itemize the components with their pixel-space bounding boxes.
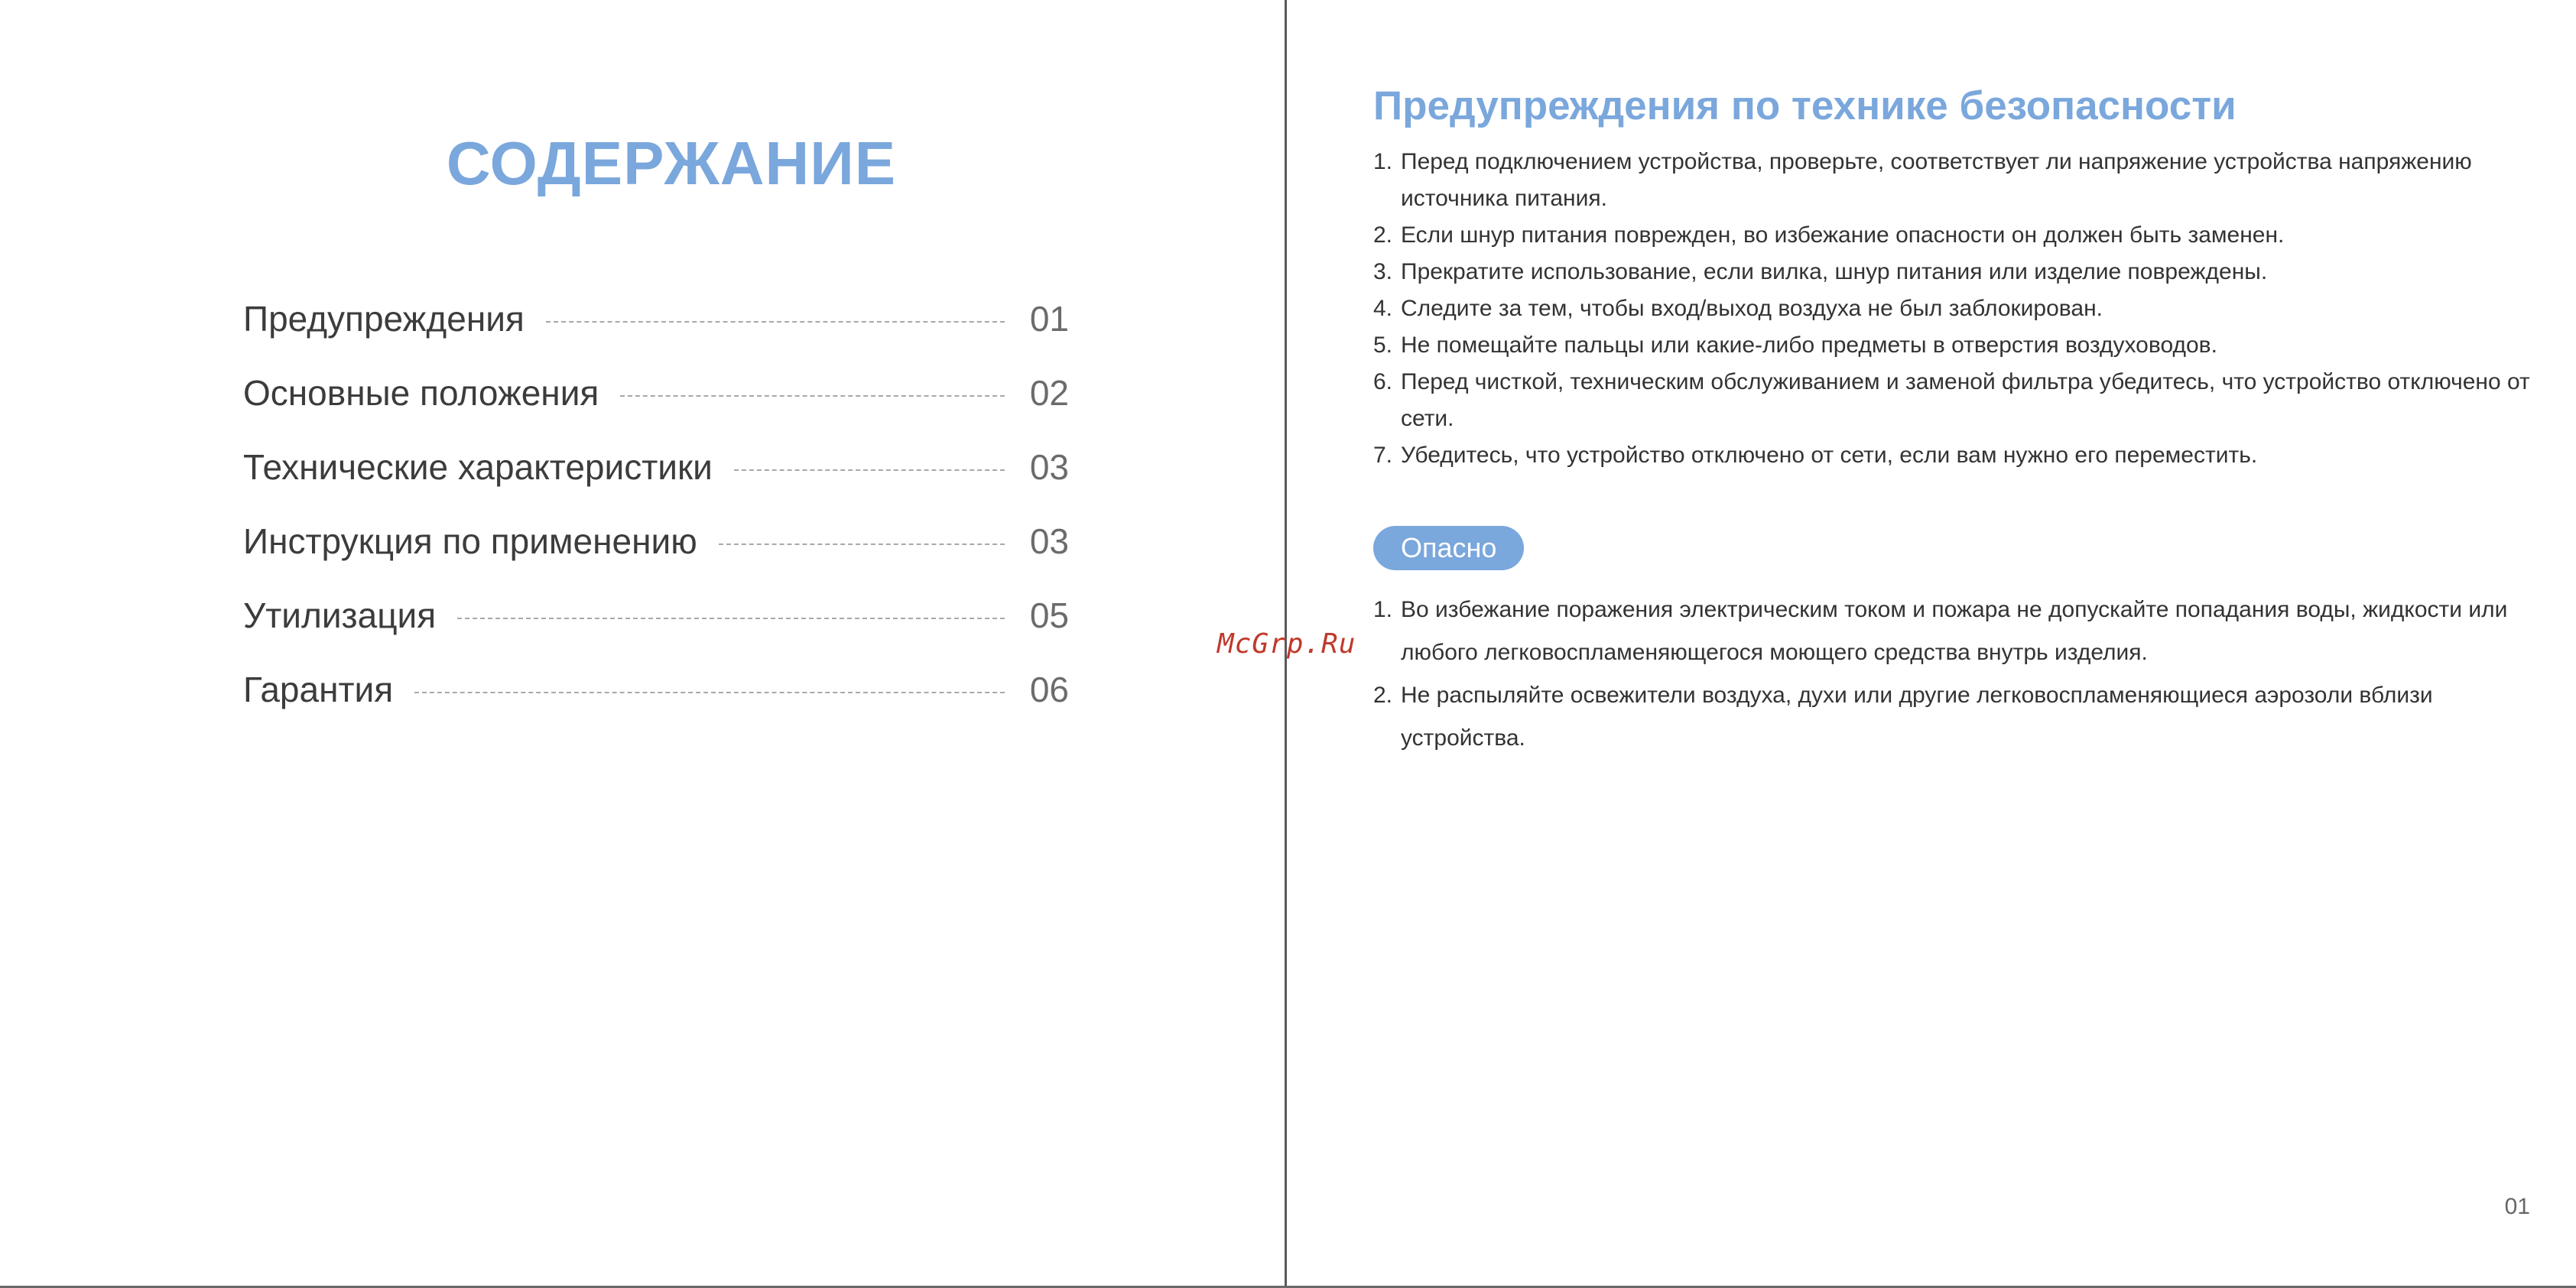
list-item-number: 7. — [1373, 443, 1393, 468]
toc-item-label: Основные положения — [243, 372, 599, 413]
list-item-number: 4. — [1373, 296, 1393, 321]
toc-item-label: Утилизация — [243, 595, 437, 635]
list-item — [1373, 589, 2535, 674]
list-item-number: 5. — [1373, 333, 1393, 358]
list-item — [1373, 254, 2535, 290]
toc-dotted-leader — [719, 543, 1005, 545]
list-item — [1373, 290, 2535, 327]
toc-dotted-leader — [457, 618, 1005, 619]
toc-item-disposal[interactable] — [243, 578, 1069, 652]
list-item-number: 1. — [1373, 597, 1393, 622]
list-item-text: Перед подключением устройства, проверьте, соответствует ли напряжение устройства напряжению источника питания. — [1401, 149, 2472, 211]
list-item-number: 2. — [1373, 222, 1393, 248]
list-item-text: Не распыляйте освежители воздуха, духи или другие легковоспламеняющиеся аэрозоли вблизи устройства. — [1401, 683, 2433, 751]
toc-item-page: 03 — [1029, 446, 1069, 487]
list-item — [1373, 674, 2535, 760]
list-item — [1373, 327, 2535, 364]
toc-item-page: 03 — [1029, 521, 1069, 561]
list-item-number: 2. — [1373, 683, 1393, 708]
list-item-text: Убедитесь, что устройство отключено от сети, если вам нужно его переместить. — [1401, 443, 2258, 468]
list-item — [1373, 217, 2535, 254]
toc-title: СОДЕРЖАНИЕ — [446, 129, 897, 197]
toc-dotted-leader — [546, 321, 1005, 323]
watermark: McGrp.Ru — [1217, 628, 1356, 660]
list-item-text: Прекратите использование, если вилка, шнур питания или изделие повреждены. — [1401, 259, 2268, 284]
toc-item-warranty[interactable] — [243, 652, 1069, 726]
danger-list — [1373, 589, 2535, 760]
toc-item-page: 05 — [1029, 595, 1069, 635]
list-item-text: Если шнур питания поврежден, во избежание опасности он должен быть заменен. — [1401, 222, 2285, 248]
list-item — [1373, 364, 2535, 437]
list-item-number: 3. — [1373, 259, 1393, 284]
toc-item-page: 02 — [1029, 372, 1069, 413]
safety-list — [1373, 144, 2535, 474]
toc-item-basics[interactable] — [243, 355, 1069, 430]
list-item-text: Во избежание поражения электрическим током и пожара не допускайте попадания воды, жидкости или любого легковоспламеняющегося моющего средства внутрь изделия. — [1401, 597, 2508, 665]
right-page — [1286, 0, 2576, 1288]
toc-item-page: 06 — [1029, 669, 1069, 709]
toc-item-warnings[interactable] — [243, 281, 1069, 355]
toc-item-label: Гарантия — [243, 669, 394, 709]
list-item — [1373, 144, 2535, 217]
list-item-text: Не помещайте пальцы или какие-либо предметы в отверстия воздуховодов. — [1401, 333, 2217, 358]
list-item — [1373, 437, 2535, 474]
left-page — [0, 0, 1285, 1288]
toc-dotted-leader — [414, 692, 1005, 693]
toc-item-specs[interactable] — [243, 430, 1069, 504]
toc-item-label: Предупреждения — [243, 298, 525, 339]
toc-dotted-leader — [734, 469, 1005, 471]
list-item-number: 6. — [1373, 369, 1393, 394]
list-item-text: Следите за тем, чтобы вход/выход воздуха не был заблокирован. — [1401, 296, 2103, 321]
page-number: 01 — [2504, 1194, 2530, 1219]
toc-list — [243, 281, 1069, 726]
toc-item-label: Инструкция по применению — [243, 521, 697, 561]
list-item-text: Перед чисткой, техническим обслуживанием и заменой фильтра убедитесь, что устройство отключено от сети. — [1401, 369, 2530, 431]
list-item-number: 1. — [1373, 149, 1393, 174]
toc-item-instructions[interactable] — [243, 504, 1069, 578]
toc-item-page: 01 — [1029, 298, 1069, 339]
toc-item-label: Технические характеристики — [243, 446, 713, 487]
toc-dotted-leader — [620, 395, 1005, 397]
danger-badge: Опасно — [1373, 526, 1524, 570]
safety-section-title: Предупреждения по технике безопасности — [1373, 83, 2237, 128]
